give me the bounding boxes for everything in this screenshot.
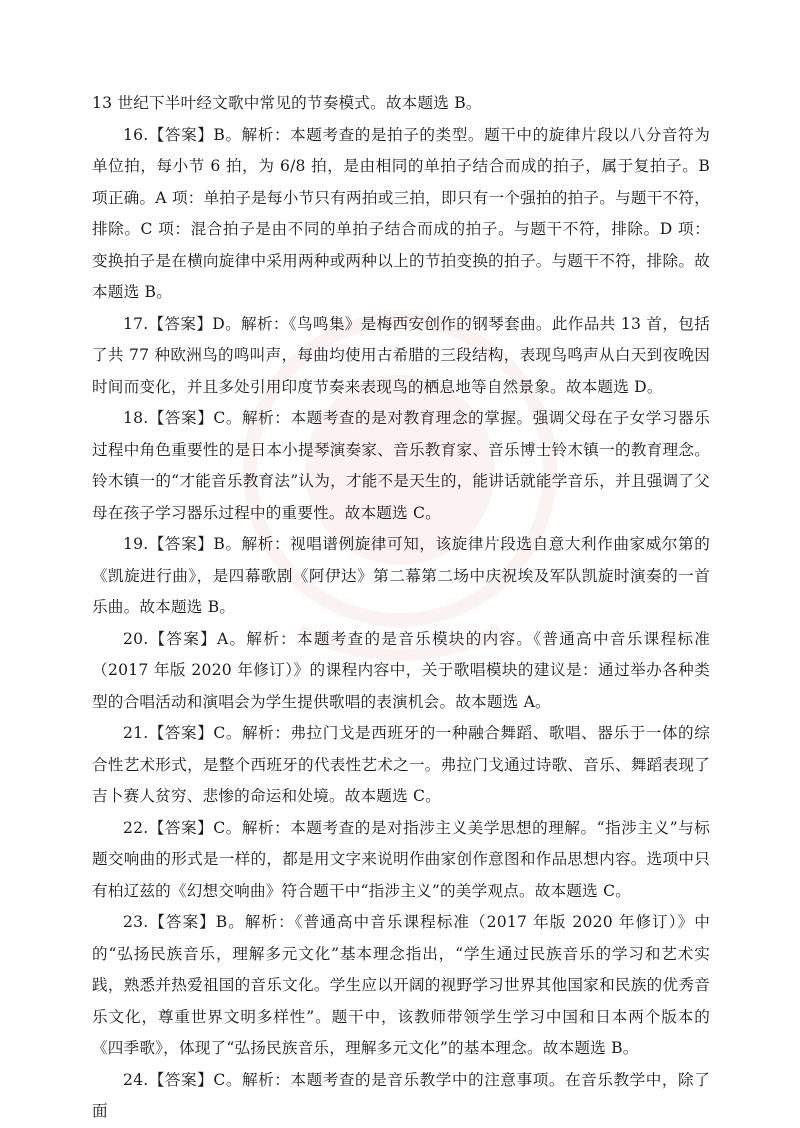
answer-18: 18.【答案】C。解析：本题考查的是对教育理念的掌握。强调父母在子女学习器乐过程中角色重要性的是日本小提琴演奏家、音乐教育家、音乐博士铃木镇一的教育理念。铃木镇一的“才能音乐教育法”认为，才能不是天生的，能讲话就能学音乐，并且强调了父母在孩子学习器乐过程中的重要性。故本题选 C。 bbox=[92, 409, 710, 522]
answer-21: 21.【答案】C。解析：弗拉门戈是西班牙的一种融合舞蹈、歌唱、器乐于一体的综合性艺术形式，是整个西班牙的代表性艺术之一。弗拉门戈通过诗歌、音乐、舞蹈表现了吉卜赛人贫穷、悲惨的命运和处境。故本题选 C。 bbox=[92, 724, 710, 805]
answer-19: 19.【答案】B。解析：视唱谱例旋律可知，该旋律片段选自意大利作曲家威尔第的《凯旋进行曲》，是四幕歌剧《阿伊达》第二幕第二场中庆祝埃及军队凯旋时演奏的一首乐曲。故本题选 B。 bbox=[92, 535, 710, 616]
paragraph-continuation: 13 世纪下半叶经文歌中常见的节奏模式。故本题选 B。 bbox=[92, 94, 482, 112]
answer-16: 16.【答案】B。解析：本题考查的是拍子的类型。题干中的旋律片段以八分音符为单位拍，每小节 6 拍，为 6/8 拍，是由相同的单拍子结合而成的拍子，属于复拍子。B 项正确。A 项：单拍子是每小节只有两拍或三拍，即只有一个强拍的拍子。与题干不符，排除。C 项：混合拍子是由不同的单拍子结合而成的拍子。与题干不符，排除。D 项：变换拍子是在横向旋律中采用两种或两种以上的节拍变换的拍子。与题干不符，排除。故本题选 B。 bbox=[92, 125, 710, 301]
answer-17: 17.【答案】D。解析：《鸟鸣集》是梅西安创作的钢琴套曲。此作品共 13 首，包括了共 77 种欧洲鸟的鸣叫声，每曲均使用古希腊的三段结构，表现鸟鸣声从白天到夜晚因时间而变化，并且多处引用印度节奏来表现鸟的栖息地等自然景象。故本题选 D。 bbox=[92, 314, 710, 396]
document-page bbox=[92, 88, 710, 1128]
answer-22: 22.【答案】C。解析：本题考查的是对指涉主义美学思想的理解。“指涉主义”与标题交响曲的形式是一样的，都是用文字来说明作曲家创作意图和作品思想内容。选项中只有柏辽兹的《幻想交响曲》符合题干中“指涉主义”的美学观点。故本题选 C。 bbox=[92, 818, 710, 900]
answer-24: 24.【答案】C。解析：本题考查的是音乐教学中的注意事项。在音乐教学中，除了面 bbox=[92, 1070, 710, 1120]
answer-20: 20.【答案】A。解析：本题考查的是音乐模块的内容。《普通高中音乐课程标准（2017 年版 2020 年修订）》的课程内容中，关于歌唱模块的建议是：通过举办各种类型的合唱活动和演唱会为学生提供歌唱的表演机会。故本题选 A。 bbox=[92, 629, 710, 711]
answer-23: 23.【答案】B。解析：《普通高中音乐课程标准（2017 年版 2020 年修订）》中的“弘扬民族音乐，理解多元文化”基本理念指出，“学生通过民族音乐的学习和艺术实践，熟悉并热爱祖国的音乐文化。学生应以开阔的视野学习世界其他国家和民族的优秀音乐文化，尊重世界文明多样性”。题干中，该教师带领学生学习中国和日本两个版本的《四季歌》，体现了“弘扬民族音乐，理解多元文化”的基本理念。故本题选 B。 bbox=[92, 913, 710, 1057]
